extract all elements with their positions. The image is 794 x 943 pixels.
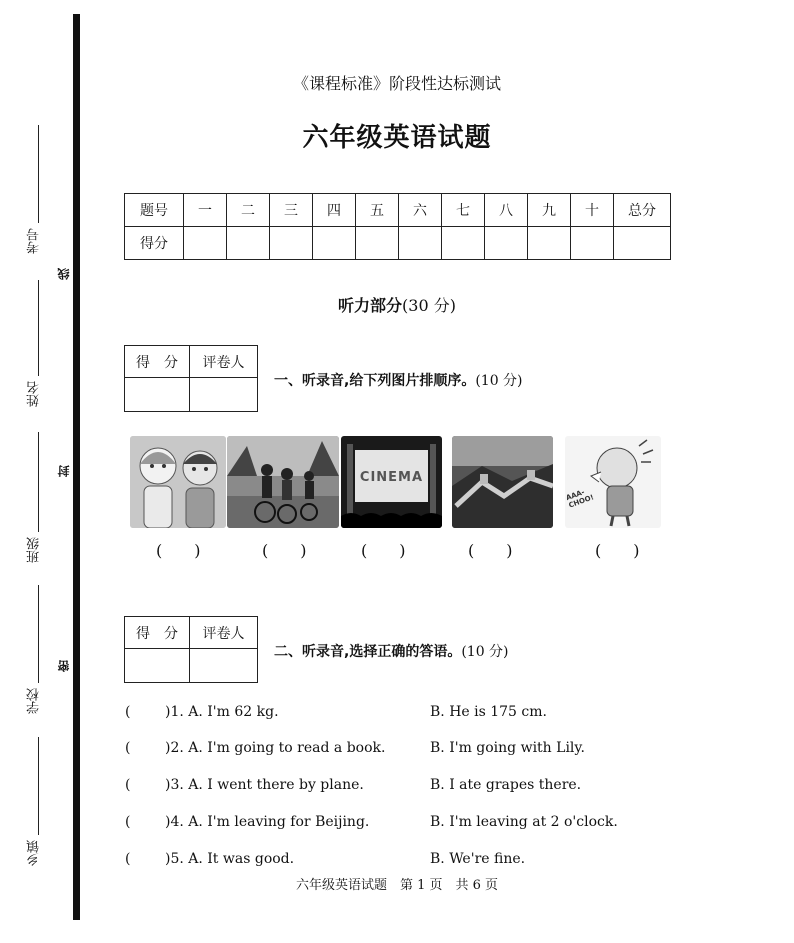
grader-reviewer-label: 评卷人 (190, 346, 258, 378)
score-table-cell: 十 (571, 194, 614, 227)
score-entry-cell[interactable] (571, 227, 614, 260)
field-label-name: 姓名 (27, 381, 42, 407)
grader-score-label: 得 分 (125, 346, 190, 378)
picture-cyclists (227, 436, 339, 528)
q2-item-option-a: )3. A. I went there by plane. (165, 777, 364, 793)
q2-item-option-b: B. I'm leaving at 2 o'clock. (430, 814, 618, 830)
picture-great-wall (452, 436, 553, 528)
sneeze-text: AAA-CHOO! (565, 488, 595, 510)
score-table-cell: 四 (313, 194, 356, 227)
q1-heading (274, 370, 523, 390)
q2-item-answer-blank[interactable]: ( (125, 704, 131, 720)
grader-reviewer-entry[interactable] (190, 649, 258, 683)
score-table-cell: 总分 (614, 194, 671, 227)
grader-score-entry[interactable] (125, 378, 190, 412)
cyclists-illustration (227, 436, 339, 528)
grader-reviewer-label: 评卷人 (190, 617, 258, 649)
field-label-exam-number: 考号 (27, 228, 42, 254)
q2-item-option-b: B. I ate grapes there. (430, 777, 582, 793)
q2-item-option-a: )5. A. It was good. (165, 851, 295, 867)
q2-item-answer-blank[interactable]: ( (125, 777, 131, 793)
field-label-town: 乡镇 (27, 840, 42, 866)
score-table-cell: 一 (184, 194, 227, 227)
sneezing-boy-illustration (565, 436, 661, 528)
score-table-cell: 五 (356, 194, 399, 227)
score-entry-cell[interactable] (442, 227, 485, 260)
q1-answer-blank-5[interactable]: ( ) (595, 541, 640, 560)
binding-mark-line: 线 (57, 268, 71, 280)
q2-item-option-b: B. We're fine. (430, 851, 526, 867)
score-entry-cell[interactable] (399, 227, 442, 260)
q2-item-option-b: B. I'm going with Lily. (430, 740, 585, 756)
score-entry-cell[interactable] (184, 227, 227, 260)
score-table-cell: 题号 (125, 194, 184, 227)
q2-item-answer-blank[interactable]: ( (125, 814, 131, 830)
q2-item-option-b: B. He is 175 cm. (430, 704, 547, 720)
score-table-row-label: 得分 (125, 227, 184, 260)
score-table-cell: 三 (270, 194, 313, 227)
score-entry-cell[interactable] (313, 227, 356, 260)
exam-subtitle: 《课程标准》阶段性达标测试 (292, 74, 501, 93)
picture-two-children (130, 436, 226, 528)
field-line-town[interactable] (38, 737, 39, 835)
picture-sneezing-boy (565, 436, 661, 528)
grader-score-entry[interactable] (125, 649, 190, 683)
score-table-cell: 六 (399, 194, 442, 227)
score-entry-cell[interactable] (356, 227, 399, 260)
q1-grader-box (124, 345, 258, 412)
q1-points: (10 分) (475, 373, 523, 389)
q1-answer-blank-3[interactable]: ( ) (361, 541, 406, 560)
score-entry-cell[interactable] (485, 227, 528, 260)
q1-answer-blank-1[interactable]: ( ) (156, 541, 201, 560)
q2-points: (10 分) (461, 644, 509, 660)
field-line-school[interactable] (38, 585, 39, 683)
q1-answer-blank-2[interactable]: ( ) (262, 541, 307, 560)
score-table (124, 193, 671, 260)
q2-item-5 (125, 851, 725, 871)
great-wall-illustration (452, 436, 553, 528)
score-entry-cell[interactable] (528, 227, 571, 260)
q2-heading (274, 641, 509, 661)
q1-title: 一、听录音,给下列图片排顺序。 (274, 373, 476, 389)
binding-mark-seal: 封 (57, 465, 71, 477)
listening-title: 听力部分 (338, 296, 403, 315)
binding-mark-secret: 密 (57, 660, 71, 672)
q2-item-1 (125, 704, 725, 724)
score-table-cell: 七 (442, 194, 485, 227)
q2-item-2 (125, 740, 725, 760)
q2-item-option-a: )4. A. I'm leaving for Beijing. (165, 814, 370, 830)
q2-item-answer-blank[interactable]: ( (125, 851, 131, 867)
exam-title: 六年级英语试题 (302, 123, 492, 153)
field-line-class[interactable] (38, 432, 39, 532)
picture-cinema (341, 436, 442, 528)
field-label-school: 学校 (27, 688, 42, 714)
score-table-cell: 九 (528, 194, 571, 227)
score-entry-cell[interactable] (227, 227, 270, 260)
q2-item-4 (125, 814, 725, 834)
q2-title: 二、听录音,选择正确的答语。 (274, 644, 462, 660)
q2-item-option-a: )2. A. I'm going to read a book. (165, 740, 386, 756)
grader-score-label: 得 分 (125, 617, 190, 649)
two-children-illustration (130, 436, 226, 528)
q2-item-answer-blank[interactable]: ( (125, 740, 131, 756)
score-table-score-row (125, 227, 671, 260)
listening-section-title (0, 293, 794, 316)
listening-points: (30 分) (402, 296, 456, 315)
q2-grader-box (124, 616, 258, 683)
grader-reviewer-entry[interactable] (190, 378, 258, 412)
score-table-cell: 八 (485, 194, 528, 227)
page-footer: 六年级英语试题 第 1 页 共 6 页 (295, 878, 499, 893)
cinema-sign: CINEMA (359, 470, 424, 485)
field-label-class: 班级 (27, 537, 42, 563)
q2-item-option-a: )1. A. I'm 62 kg. (165, 704, 279, 720)
score-entry-cell[interactable] (614, 227, 671, 260)
score-table-header-row (125, 194, 671, 227)
q2-item-3 (125, 777, 725, 797)
score-table-cell: 二 (227, 194, 270, 227)
q1-answer-blank-4[interactable]: ( ) (468, 541, 513, 560)
score-entry-cell[interactable] (270, 227, 313, 260)
